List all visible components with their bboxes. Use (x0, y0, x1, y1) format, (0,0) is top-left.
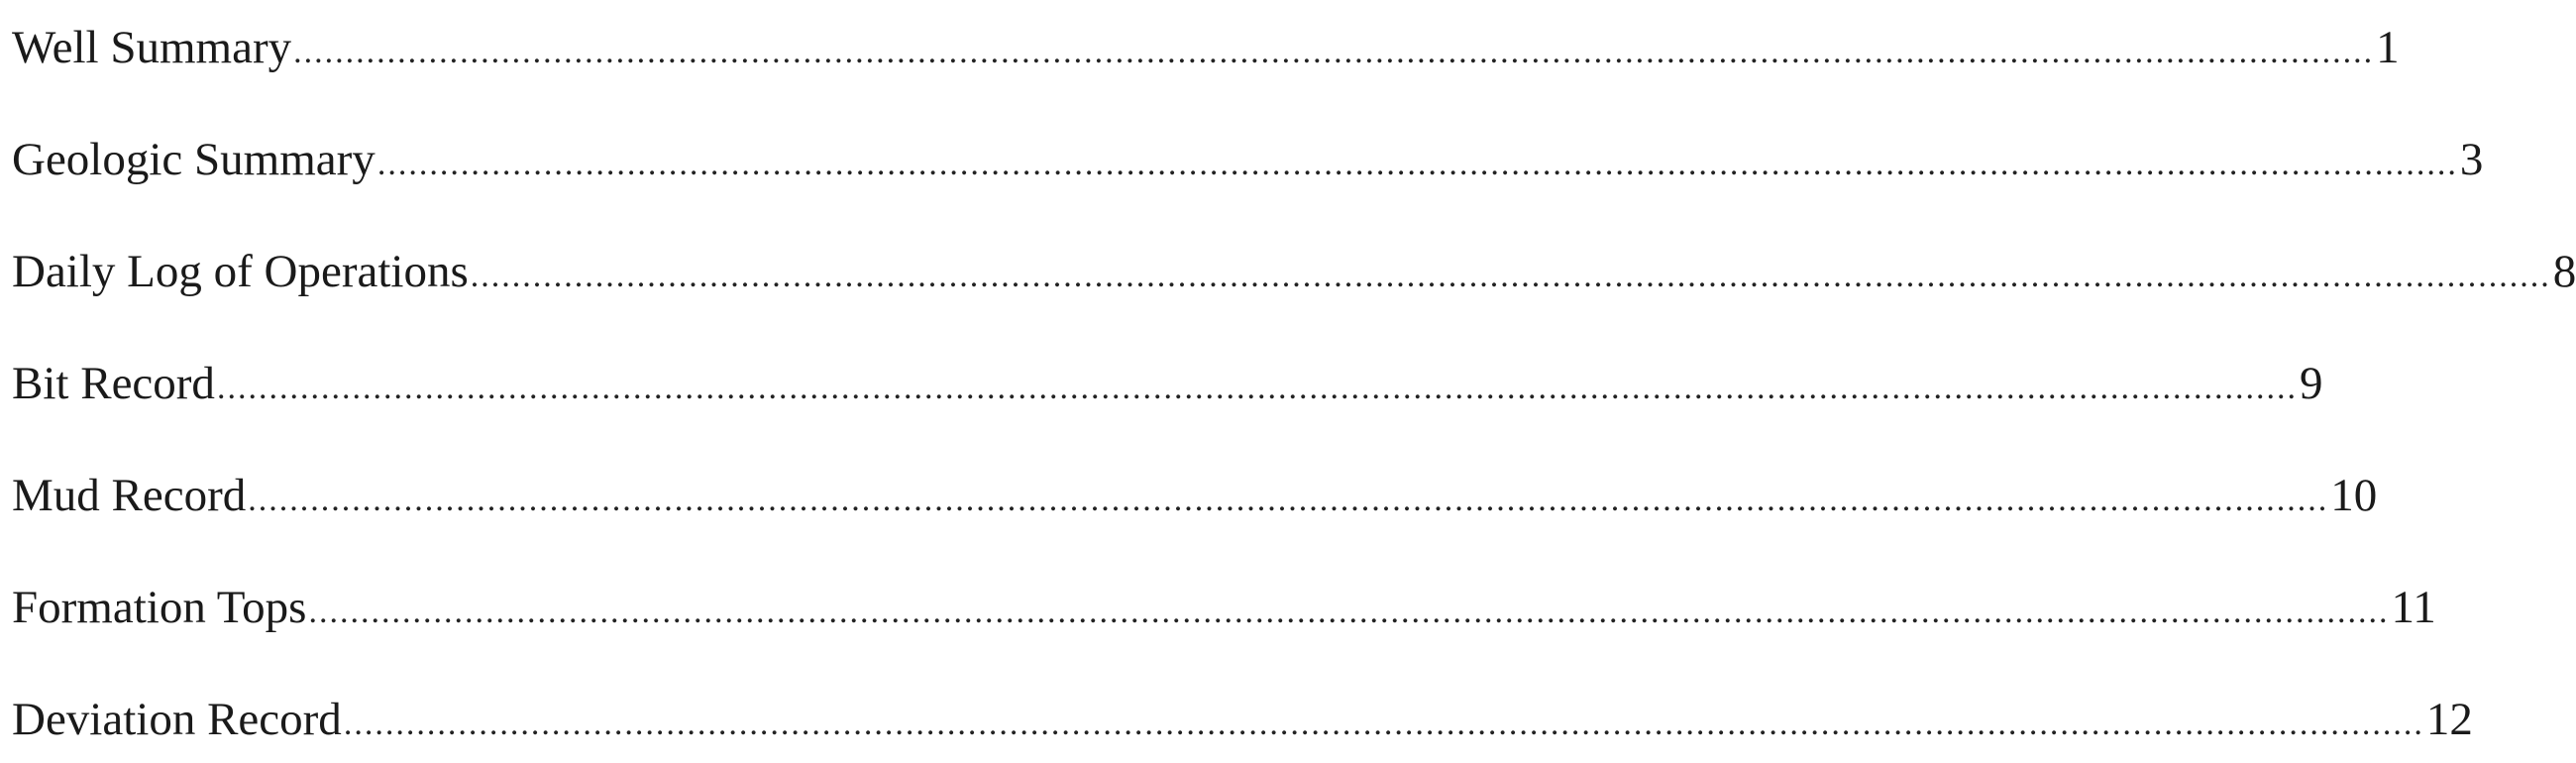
toc-entry-title: Mud Record (12, 470, 247, 521)
toc-entry-well-summary[interactable] (12, 18, 2400, 77)
toc-entry-daily-log-of-operations[interactable] (12, 242, 2576, 301)
toc-entry-page-number: 1 (2376, 22, 2400, 73)
toc-dot-leader: ........................................................................................................................................................................................................ (470, 258, 2551, 294)
toc-dot-leader: ........................................................................................................................................................................................................ (248, 482, 2329, 518)
toc-entry-page-number: 9 (2299, 358, 2323, 409)
toc-dot-leader: ........................................................................................................................................................................................................ (376, 146, 2458, 182)
toc-dot-leader: ........................................................................................................................................................................................................ (216, 370, 2298, 406)
toc-entry-page-number: 12 (2425, 694, 2473, 745)
toc-entry-title: Formation Tops (12, 582, 307, 633)
toc-entry-title: Deviation Record (12, 694, 342, 745)
table-of-contents (12, 0, 2576, 763)
toc-entry-mud-record[interactable] (12, 466, 2378, 525)
toc-entry-page-number: 8 (2552, 246, 2576, 297)
toc-dot-leader: ........................................................................................................................................................................................................ (343, 706, 2424, 742)
toc-entry-page-number: 3 (2459, 134, 2484, 185)
toc-entry-page-number: 11 (2391, 582, 2436, 633)
toc-entry-geologic-summary[interactable] (12, 130, 2484, 189)
toc-entry-title: Bit Record (12, 358, 215, 409)
toc-entry-title: Geologic Summary (12, 134, 376, 185)
toc-entry-bit-record[interactable] (12, 354, 2323, 413)
toc-dot-leader: ........................................................................................................................................................................................................ (308, 594, 2390, 630)
toc-entry-title: Daily Log of Operations (12, 246, 469, 297)
toc-entry-title: Well Summary (12, 22, 292, 73)
toc-entry-formation-tops[interactable] (12, 578, 2436, 637)
toc-dot-leader: ........................................................................................................................................................................................................ (293, 34, 2375, 70)
toc-entry-deviation-record[interactable] (12, 690, 2473, 749)
toc-entry-page-number: 10 (2330, 470, 2378, 521)
